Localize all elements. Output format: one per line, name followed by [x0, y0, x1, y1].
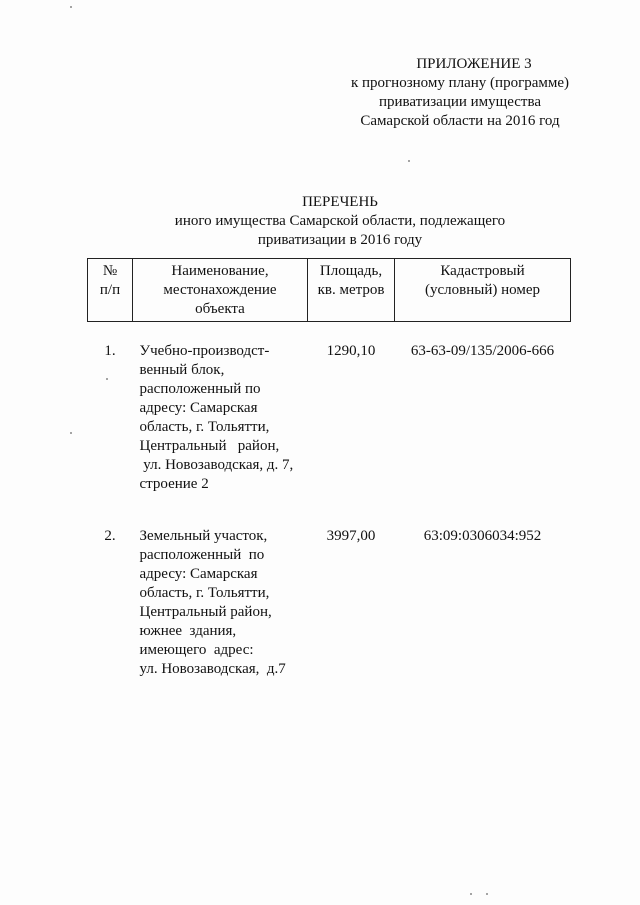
- row-area: 1290,10: [326, 343, 376, 359]
- appendix-title: ПРИЛОЖЕНИЕ 3: [416, 56, 532, 72]
- header-cadastral-line: (условный) номер: [425, 282, 540, 298]
- appendix-line: Самарской области на 2016 год: [360, 113, 560, 129]
- header-area: [308, 259, 395, 322]
- row-area: 3997,00: [326, 528, 376, 544]
- appendix-header: [300, 55, 620, 131]
- header-cadastral-line: Кадастровый: [440, 263, 525, 279]
- document-title: [110, 193, 570, 250]
- row-name-line: имеющего адрес:: [139, 642, 254, 658]
- row-name: [133, 322, 308, 495]
- row-cadastral: 63-63-09/135/2006-666: [410, 343, 555, 359]
- row-name-line: расположенный по: [139, 381, 261, 397]
- row-name-line: адресу: Самарская: [139, 566, 258, 582]
- header-area-line: кв. метров: [317, 282, 385, 298]
- appendix-line: приватизации имущества: [378, 94, 542, 110]
- header-name-line: местонахождение: [163, 282, 277, 298]
- header-name: [133, 259, 308, 322]
- scan-speck: [70, 6, 72, 8]
- header-num-line: №: [102, 263, 118, 279]
- table-body: [88, 322, 571, 680]
- row-name-line: адресу: Самарская: [139, 400, 258, 416]
- row-name-line: венный блок,: [139, 362, 225, 378]
- scan-speck: [70, 432, 72, 434]
- row-name-line: область, г. Тольятти,: [139, 585, 270, 601]
- table-header-row: [88, 259, 571, 322]
- row-name-line: южнее здания,: [139, 623, 237, 639]
- row-number: 1.: [104, 343, 116, 359]
- appendix-line: к прогнозному плану (программе): [350, 75, 570, 91]
- row-number: 2.: [104, 528, 116, 544]
- row-name-line: Центральный район,: [139, 438, 280, 454]
- row-name-line: ул. Новозаводская, д.7: [139, 661, 286, 677]
- scan-speck: [470, 893, 472, 895]
- table-row: [88, 322, 571, 495]
- row-name-line: строение 2: [139, 476, 209, 492]
- row-name-line: Учебно-производст-: [139, 343, 270, 359]
- property-list-table: [87, 258, 570, 679]
- table-header: [88, 259, 571, 322]
- row-name-line: Земельный участок,: [139, 528, 268, 544]
- title-subtitle: приватизации в 2016 году: [257, 232, 423, 248]
- header-name-line: Наименование,: [171, 263, 269, 279]
- scan-speck: [486, 893, 488, 895]
- row-name-line: Центральный район,: [139, 604, 272, 620]
- header-name-line: объекта: [195, 301, 245, 317]
- property-table: [87, 258, 571, 679]
- header-area-line: Площадь,: [319, 263, 383, 279]
- row-name: [133, 494, 308, 679]
- row-name-line: область, г. Тольятти,: [139, 419, 270, 435]
- title-heading: ПЕРЕЧЕНЬ: [302, 194, 378, 210]
- table-row: [88, 494, 571, 679]
- scan-speck: [408, 160, 410, 162]
- row-cadastral: 63:09:0306034:952: [423, 528, 542, 544]
- header-num: [88, 259, 133, 322]
- scan-speck: [106, 378, 108, 380]
- header-num-line: п/п: [99, 282, 121, 298]
- row-name-line: расположенный по: [139, 547, 265, 563]
- header-cadastral: [395, 259, 571, 322]
- row-name-line: ул. Новозаводская, д. 7,: [139, 457, 294, 473]
- title-subtitle: иного имущества Самарской области, подлежащего: [174, 213, 506, 229]
